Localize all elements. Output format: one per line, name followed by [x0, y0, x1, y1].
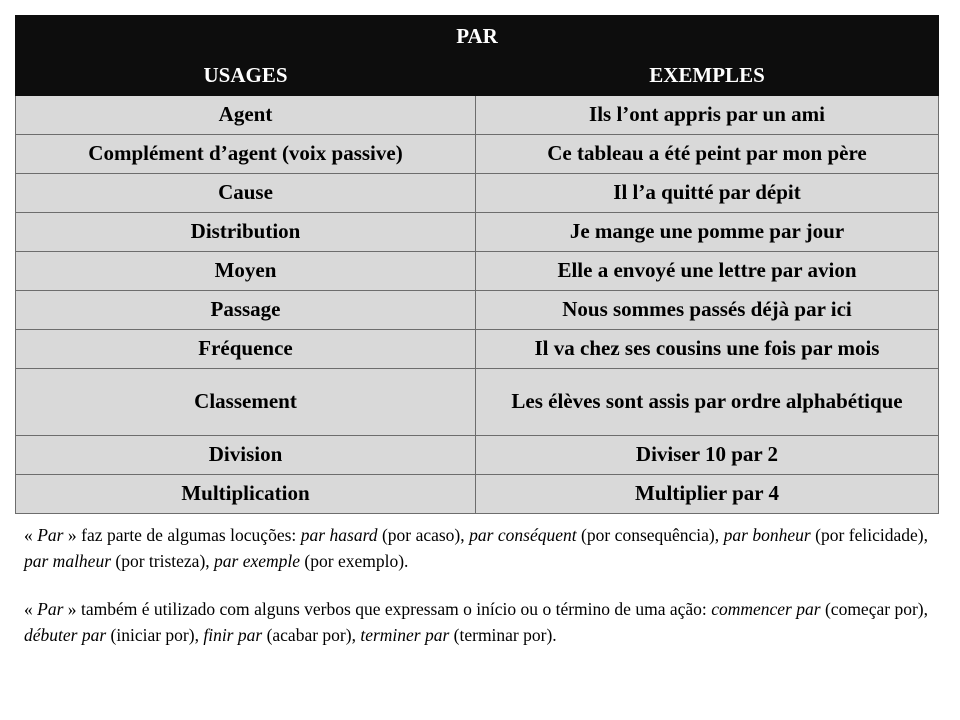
usage-cell: Fréquence [16, 330, 476, 369]
italic-term: commencer par [711, 599, 821, 619]
usage-cell: Agent [16, 96, 476, 135]
italic-term: par bonheur [723, 525, 811, 545]
locucoes-paragraph [24, 522, 928, 574]
text-span: « [24, 525, 38, 545]
italic-term: Par [37, 525, 64, 545]
text-span: (por acaso), [377, 525, 470, 545]
column-header-usages: USAGES [16, 57, 476, 96]
text-span: (iniciar por), [106, 625, 204, 645]
italic-term: terminer par [360, 625, 450, 645]
table-row [16, 135, 939, 174]
usage-cell: Passage [16, 291, 476, 330]
example-cell: Les élèves sont assis par ordre alphabétique [476, 369, 939, 436]
italic-term: finir par [203, 625, 263, 645]
italic-term: par exemple [214, 551, 301, 571]
example-cell: Diviser 10 par 2 [476, 436, 939, 475]
example-cell: Elle a envoyé une lettre par avion [476, 252, 939, 291]
usage-cell: Division [16, 436, 476, 475]
notes-section [24, 522, 928, 670]
text-span: (começar por), [820, 599, 928, 619]
text-span: (acabar por), [262, 625, 361, 645]
example-cell: Ils l’ont appris par un ami [476, 96, 939, 135]
text-span: » também é utilizado com alguns verbos que expressam o início ou o término de uma ação: [63, 599, 712, 619]
table-row [16, 475, 939, 514]
text-span: (por exemplo). [300, 551, 409, 571]
italic-term: par malheur [24, 551, 112, 571]
table-title: PAR [16, 16, 939, 57]
table-row [16, 252, 939, 291]
table-row [16, 213, 939, 252]
italic-term: par conséquent [469, 525, 577, 545]
example-cell: Je mange une pomme par jour [476, 213, 939, 252]
usage-cell: Complément d’agent (voix passive) [16, 135, 476, 174]
par-usage-table [15, 15, 939, 514]
usage-cell: Multiplication [16, 475, 476, 514]
table-row [16, 436, 939, 475]
table-row [16, 96, 939, 135]
table-row [16, 330, 939, 369]
verbos-paragraph [24, 596, 928, 648]
example-cell: Ce tableau a été peint par mon père [476, 135, 939, 174]
text-span: « [24, 599, 38, 619]
usage-cell: Moyen [16, 252, 476, 291]
text-span: (por tristeza), [111, 551, 215, 571]
italic-term: par hasard [300, 525, 378, 545]
table-row [16, 291, 939, 330]
text-span: (por felicidade), [810, 525, 928, 545]
table-row [16, 174, 939, 213]
usage-cell: Cause [16, 174, 476, 213]
italic-term: Par [37, 599, 64, 619]
example-cell: Multiplier par 4 [476, 475, 939, 514]
text-span: (por consequência), [576, 525, 724, 545]
table-row [16, 369, 939, 436]
column-header-exemples: EXEMPLES [476, 57, 939, 96]
italic-term: débuter par [24, 625, 107, 645]
usage-cell: Distribution [16, 213, 476, 252]
text-span: (terminar por). [449, 625, 557, 645]
text-span: » faz parte de algumas locuções: [63, 525, 301, 545]
usage-cell: Classement [16, 369, 476, 436]
example-cell: Il va chez ses cousins une fois par mois [476, 330, 939, 369]
example-cell: Il l’a quitté par dépit [476, 174, 939, 213]
example-cell: Nous sommes passés déjà par ici [476, 291, 939, 330]
